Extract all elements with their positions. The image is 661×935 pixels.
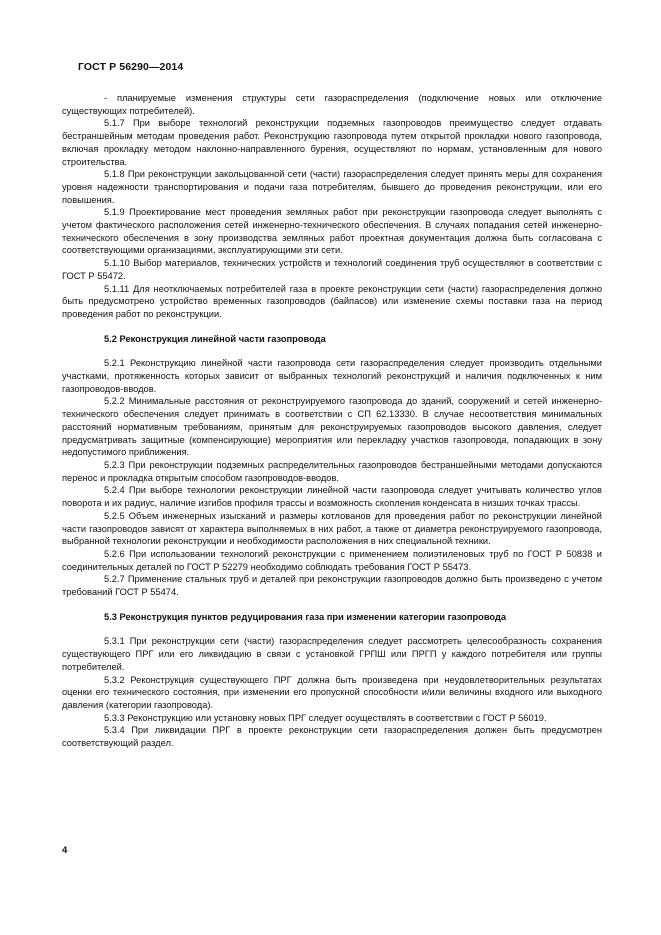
paragraph-5-3-1: 5.3.1 При реконструкции сети (части) газораспределения следует рассмотреть целесообразность сохранения существующего ПРГ или его ликвидацию в связи с установкой ГРПШ или ПРГП у каждого потребителя или группы потребителей. [62,636,602,672]
paragraph-5-2-2: 5.2.2 Минимальные расстояния от реконструируемого газопровода до зданий, сооружений и сетей инженерно-технического обеспечения следует принимать в соответствии с СП 62.13330. В случае несоответствия минимальных расстояний нормативным требованиям, принятым для реконструируемых газопроводов высокого давления, следует предусматривать защитные (компенсирующие) мероприятия или перекладку участков газопровода, попадающих в зону недопустимого приближения. [62,396,602,458]
paragraph-5-2-3: 5.2.3 При реконструкции подземных распределительных газопроводов бестраншейными методами допускаются перенос и прокладка открытым способом газопроводов-вводов. [62,459,602,483]
paragraph-5-1-11: 5.1.11 Для неотключаемых потребителей газа в проекте реконструкции сети (части) газораспределения должно быть предусмотрено устройство временных газопроводов (байпасов) или изменение схемы поставки газа на период проведения работ по реконструкции. [62,283,602,319]
paragraph-5-1-7: 5.1.7 При выборе технологий реконструкции подземных газопроводов преимущество следует отдавать бестраншейным методам проведения работ. Реконструкцию газопровода путем открытой прокладки нового газопровода, включая прокладку методом наклонно-направленного бурения, осуществляют по нормам, установленным для нового строительства. [62,118,602,167]
paragraph-5-3-3: 5.3.3 Реконструкцию или установку новых ПРГ следует осуществлять в соответствии с ГОСТ Р 56019. [104,712,547,723]
document-body [62,92,602,750]
paragraph-5-2-4: 5.2.4 При выборе технологии реконструкции линейной части газопровода следует учитывать количество углов поворота и их радиус, наличие изгибов профиля трассы и возможность скопления конденсата в низших точках трассы. [62,485,602,509]
document-header: ГОСТ Р 56290—2014 [78,61,184,73]
paragraph-5-3-4: 5.3.4 При ликвидации ПРГ в проекте реконструкции сети газораспределения должен быть предусмотрен соответствующий раздел. [62,725,602,749]
section-heading-5-2: 5.2 Реконструкция линейной части газопровода [104,333,326,344]
section-heading-5-3: 5.3 Реконструкция пунктов редуцирования газа при изменении категории газопровода [104,611,507,622]
paragraph-5-1-10: 5.1.10 Выбор материалов, технических устройств и технологий соединения труб осуществляют в соответствии с ГОСТ Р 55472. [62,258,602,281]
paragraph: - планируемые изменения структуры сети газораспределения (подключение новых или отключение существующих потребителей). [62,93,602,116]
paragraph-5-2-7: 5.2.7 Применение стальных труб и деталей при реконструкции газопроводов должно быть произведено с учетом требований ГОСТ Р 55474. [62,574,602,598]
paragraph-5-1-8: 5.1.8 При реконструкции закольцованной сети (части) газораспределения следует принять меры для сохранения уровня надежности транспортирования и подачи газа потребителям, бывшего до проведения реконструкции, или его повышения. [62,169,602,205]
paragraph-5-2-5: 5.2.5 Объем инженерных изысканий и размеры котлованов для проведения работ по реконструкции линейной части газопроводов зависят от характера выполняемых в них работ, а также от диаметра реконструируемого газопровода, выбранной технологии реконструкции и необходимости расположения в них специальной техники. [62,510,602,547]
page-number: 4 [62,845,68,856]
paragraph-5-2-1: 5.2.1 Реконструкцию линейной части газопровода сети газораспределения следует производить отдельными участками, протяженность которых зависит от выбранных технологий реконструкций и наличия подключенных к ним газопроводов-вводов. [62,358,602,394]
paragraph-5-3-2: 5.3.2 Реконструкция существующего ПРГ должна быть произведена при неудовлетворительных результатах оценки его технического состояния, при изменении его пропускной способности и/или величины входного или выходного давления (категории газопровода). [62,674,602,710]
paragraph-5-1-9: 5.1.9 Проектирование мест проведения земляных работ при реконструкции газопровода следует выполнять с учетом фактического расположения сетей инженерно-технического обеспечения. В случаях попадания сетей инженерно-технического обеспечения в зону производства земляных работ проектная документация должна быть согласована с соответствующими организациями, эксплуатирующими эти сети. [62,207,602,256]
paragraph-5-2-6: 5.2.6 При использовании технологий реконструкции с применением полиэтиленовых труб по ГОСТ Р 50838 и соединительных деталей по ГОСТ Р 52279 необходимо соблюдать требования ГОСТ Р 55473. [62,548,602,572]
